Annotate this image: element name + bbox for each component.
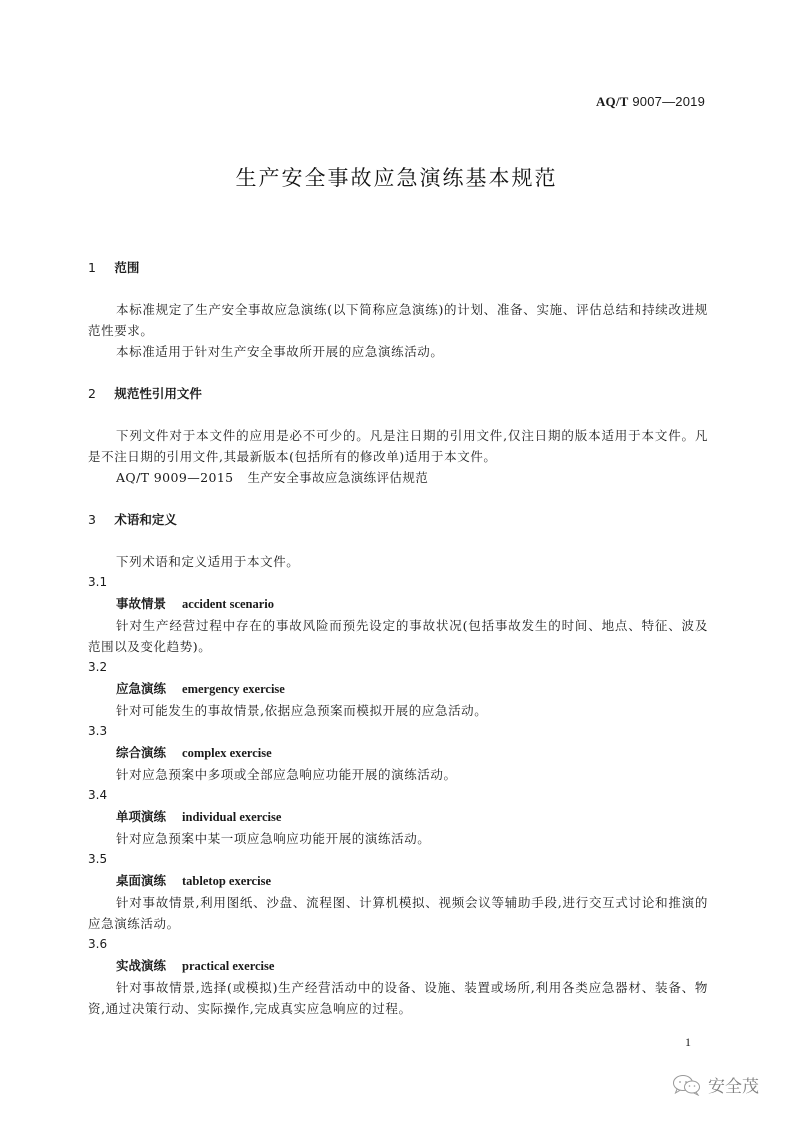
section-title: 范围 bbox=[114, 260, 140, 275]
term-zh: 桌面演练 bbox=[116, 873, 167, 888]
paragraph: 本标准适用于针对生产安全事故所开展的应急演练活动。 bbox=[116, 344, 444, 359]
term-number: 3.1 bbox=[88, 575, 108, 589]
watermark-text: 安全茂 bbox=[708, 1077, 759, 1097]
section-title: 规范性引用文件 bbox=[114, 386, 202, 401]
wechat-icon bbox=[672, 1074, 702, 1096]
reference-code: AQ/T 9009—2015 bbox=[116, 470, 234, 485]
term-number: 3.3 bbox=[88, 724, 108, 738]
section-heading-normative-references bbox=[88, 383, 708, 404]
term-zh: 事故情景 bbox=[116, 596, 167, 611]
term-number: 3.5 bbox=[88, 852, 108, 866]
term-en: complex exercise bbox=[182, 746, 272, 760]
document-title: 生产安全事故应急演练基本规范 bbox=[235, 166, 558, 190]
document-body bbox=[88, 257, 708, 1019]
term-en: tabletop exercise bbox=[182, 874, 271, 888]
reference-item bbox=[88, 467, 708, 488]
term-name bbox=[88, 593, 708, 615]
term-number: 3.4 bbox=[88, 788, 108, 802]
section-number: 3 bbox=[88, 512, 96, 527]
term-zh: 单项演练 bbox=[116, 809, 167, 824]
term-zh: 综合演练 bbox=[116, 745, 167, 760]
term-en: emergency exercise bbox=[182, 682, 285, 696]
term-zh: 应急演练 bbox=[116, 681, 167, 696]
term-name bbox=[88, 955, 708, 977]
term-en: accident scenario bbox=[182, 597, 275, 611]
term-definition: 针对应急预案中多项或全部应急响应功能开展的演练活动。 bbox=[116, 767, 457, 782]
term-definition: 针对事故情景,选择(或模拟)生产经营活动中的设备、设施、装置或场所,利用各类应急器材、装备、物资,通过决策行动、实际操作,完成真实应急响应的过程。 bbox=[88, 980, 708, 1016]
term-zh: 实战演练 bbox=[116, 958, 167, 973]
section-number: 1 bbox=[88, 260, 96, 275]
standard-prefix: AQ/T bbox=[595, 94, 629, 109]
page-number: 1 bbox=[685, 1035, 691, 1049]
term-en: practical exercise bbox=[182, 959, 275, 973]
paragraph: 下列术语和定义适用于本文件。 bbox=[116, 554, 300, 569]
section-title: 术语和定义 bbox=[114, 512, 177, 527]
paragraph: 本标准规定了生产安全事故应急演练(以下简称应急演练)的计划、准备、实施、评估总结和持续改进规范性要求。 bbox=[88, 302, 708, 338]
term-definition: 针对生产经营过程中存在的事故风险而预先设定的事故状况(包括事故发生的时间、地点、特征、波及范围以及变化趋势)。 bbox=[88, 618, 708, 654]
reference-title: 生产安全事故应急演练评估规范 bbox=[247, 470, 429, 485]
term-name bbox=[88, 742, 708, 764]
term-name bbox=[88, 870, 708, 892]
term-en: individual exercise bbox=[182, 810, 282, 824]
section-number: 2 bbox=[88, 386, 96, 401]
standard-number: 9007—2019 bbox=[632, 94, 705, 109]
term-definition: 针对可能发生的事故情景,依据应急预案而模拟开展的应急活动。 bbox=[116, 703, 488, 718]
term-name bbox=[88, 806, 708, 828]
section-heading-scope bbox=[88, 257, 708, 278]
standard-code bbox=[596, 94, 705, 110]
term-name bbox=[88, 678, 708, 700]
term-definition: 针对应急预案中某一项应急响应功能开展的演练活动。 bbox=[116, 831, 431, 846]
term-definition: 针对事故情景,利用图纸、沙盘、流程图、计算机模拟、视频会议等辅助手段,进行交互式讨论和推演的应急演练活动。 bbox=[88, 895, 708, 931]
term-number: 3.6 bbox=[88, 937, 108, 951]
section-heading-terms-definitions bbox=[88, 509, 708, 530]
watermark bbox=[672, 1072, 759, 1097]
paragraph: 下列文件对于本文件的应用是必不可少的。凡是注日期的引用文件,仅注日期的版本适用于本文件。凡是不注日期的引用文件,其最新版本(包括所有的修改单)适用于本文件。 bbox=[88, 428, 708, 464]
term-number: 3.2 bbox=[88, 660, 108, 674]
